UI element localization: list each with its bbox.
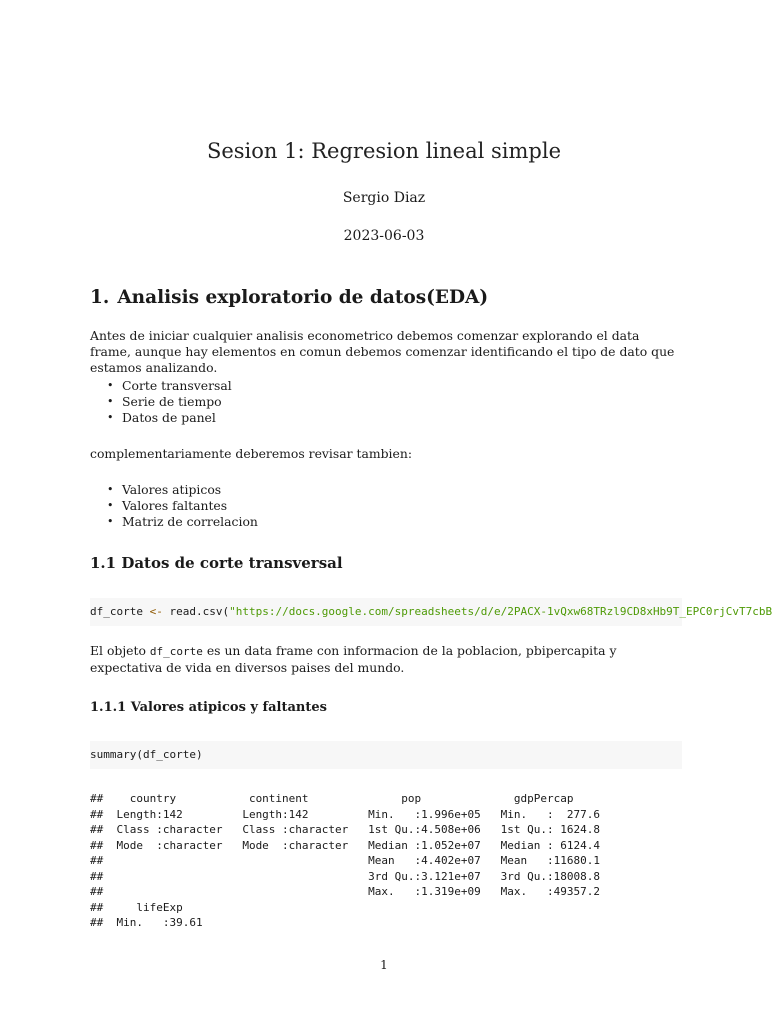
list-item: • Matriz de correlacion xyxy=(90,514,258,530)
code-func: read.csv( xyxy=(169,605,230,618)
summary-code-block: summary(df_corte) xyxy=(90,741,682,769)
output-line: ## Max. :1.319e+09 Max. :49357.2 xyxy=(90,885,614,898)
document-author: Sergio Diaz xyxy=(342,190,426,206)
list-item: • Corte transversal xyxy=(90,378,232,394)
desc-after: es un data frame con informacion de la poblacion, pbipercapita y expectativa de vida en diversos paises del mundo. xyxy=(90,643,617,675)
section-1-title: Analisis exploratorio de datos(EDA) xyxy=(117,287,489,308)
document-title: Sesion 1: Regresion lineal simple xyxy=(206,139,562,163)
section-1-1-1-heading: 1.1.1 Valores atipicos y faltantes xyxy=(90,700,327,715)
output-line: ## Mode :character Mode :character Median :1.052e+07 Median : 6124.4 xyxy=(90,838,614,852)
code-url-string: "https://docs.google.com/spreadsheets/d/e/2PACX-1vQxw68TRzl9CD8xHb9T_EPC0rjCvT7cbB xyxy=(229,605,772,618)
desc-inline-code: df_corte xyxy=(149,645,203,658)
document-date: 2023-06-03 xyxy=(343,228,425,244)
complement-text: complementariamente deberemos revisar tambien: xyxy=(90,446,413,461)
summary-output xyxy=(90,791,613,931)
output-line: ## Length:142 Length:142 Min. :1.996e+05 Min. : 277.6 xyxy=(90,807,614,821)
section-1-number: 1. xyxy=(90,287,110,308)
section-1-intro: Antes de iniciar cualquier analisis econometrico debemos comenzar explorando el data frame, aunque hay elementos en comun debemos comenzar identificando el tipo de dato que estamos analizando. xyxy=(90,328,675,375)
output-line: ## Class :character Class :character 1st Qu.:4.508e+06 1st Qu.: 1624.8 xyxy=(90,823,614,836)
section-1-1-heading: 1.1 Datos de corte transversal xyxy=(90,554,343,572)
list-item: • Valores faltantes xyxy=(90,498,258,514)
list-item: • Valores atipicos xyxy=(90,482,258,498)
output-line: ## country continent pop gdpPercap xyxy=(90,792,607,805)
df-corte-description xyxy=(90,643,682,676)
code-assign-op: <- xyxy=(149,605,163,618)
desc-before: El objeto xyxy=(90,643,150,658)
read-csv-code-block xyxy=(90,598,772,626)
list-item: • Serie de tiempo xyxy=(90,394,232,410)
list-item: • Datos de panel xyxy=(90,410,232,426)
output-line: ## Min. :39.61 xyxy=(90,916,216,929)
output-line: ## 3rd Qu.:3.121e+07 3rd Qu.:18008.8 xyxy=(90,869,614,883)
section-1-heading xyxy=(90,287,488,308)
output-line: ## Mean :4.402e+07 Mean :11680.1 xyxy=(90,854,614,867)
checks-list xyxy=(90,482,258,530)
page-number: 1 xyxy=(380,958,388,972)
code-var: df_corte xyxy=(90,605,143,618)
output-line: ## lifeExp xyxy=(90,900,216,914)
data-types-list xyxy=(90,378,232,426)
